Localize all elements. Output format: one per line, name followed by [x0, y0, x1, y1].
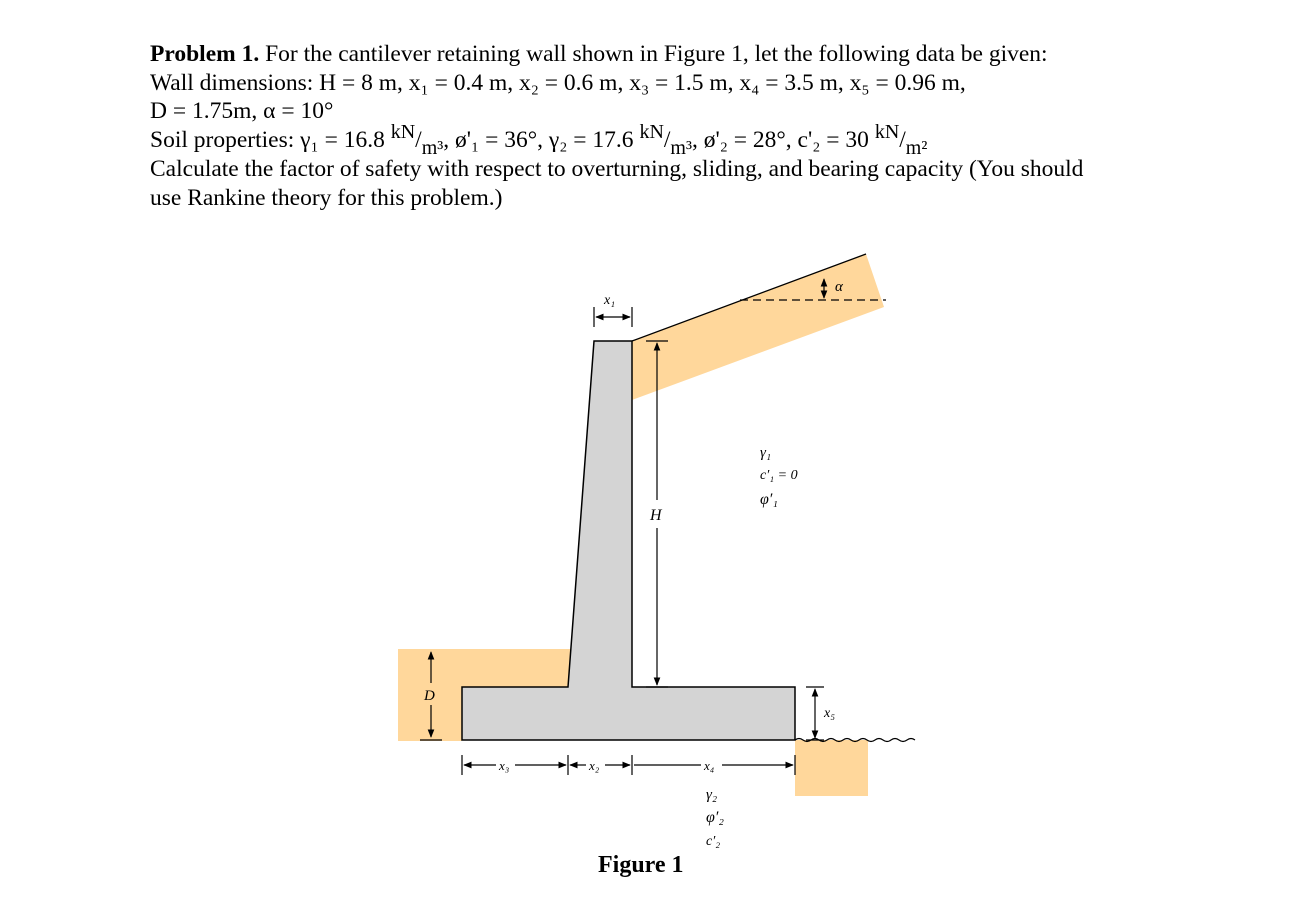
c1-label: c′₁ = 0 [760, 468, 798, 483]
unit-m3-1: m³ [421, 136, 444, 159]
x5-label: x₅ [824, 706, 836, 721]
sep-1: , [443, 126, 456, 153]
figure-caption: Figure 1 [598, 852, 684, 878]
x3-label: x₃ [499, 758, 510, 773]
gamma1-label: γ₁ [760, 445, 772, 461]
problem-heading: Problem 1. [150, 41, 260, 67]
unit-kn-3: kN [874, 120, 900, 143]
d-label: D [424, 688, 435, 704]
wall-dimensions-line2: D = 1.75m, α = 10° [150, 98, 334, 124]
x1-label: x₁ [604, 293, 616, 308]
task-line2: use Rankine theory for this problem.) [150, 184, 503, 211]
problem-intro: For the cantilever retaining wall shown in Figure 1, let the following data be given: [259, 41, 1048, 67]
phi2-label: φ′₂ [706, 809, 724, 826]
slash-1: / [415, 126, 422, 153]
x4-label: x₄ [704, 758, 715, 773]
unit-m2: m² [905, 136, 928, 159]
unit-kn-2: kN [639, 120, 664, 143]
h-label: H [650, 507, 662, 524]
slash-2: / [663, 126, 671, 153]
unit-m3-2: m³ [670, 136, 692, 159]
x2-label: x₂ [589, 758, 600, 773]
unit-kn-1: kN [390, 120, 416, 143]
soil-gamma1: γ₁ = 16.8 [300, 126, 391, 153]
gamma2-label: γ₂ [706, 787, 718, 803]
phi1-label: φ′₁ [760, 491, 778, 508]
soil-phi2: ø'₂ = 28°, c'₂ = 30 [703, 126, 875, 153]
soil-label: Soil properties: [150, 126, 301, 153]
soil-phi1: ø'₁ = 36°, γ₂ = 17.6 [455, 126, 640, 153]
sep-2: , [691, 126, 704, 153]
task-line1: Calculate the factor of safety with respect to overturning, sliding, and bearing capacity (You should [150, 156, 1084, 182]
slash-3: / [899, 126, 906, 153]
alpha-label: α [835, 279, 843, 295]
foundation-soil [795, 740, 868, 796]
wall-dimensions-line1: Wall dimensions: H = 8 m, x₁ = 0.4 m, x₂ = 0.6 m, x₃ = 1.5 m, x₄ = 3.5 m, x₅ = 0.96 m, [150, 69, 966, 96]
c2-label: c′₂ [706, 834, 721, 849]
